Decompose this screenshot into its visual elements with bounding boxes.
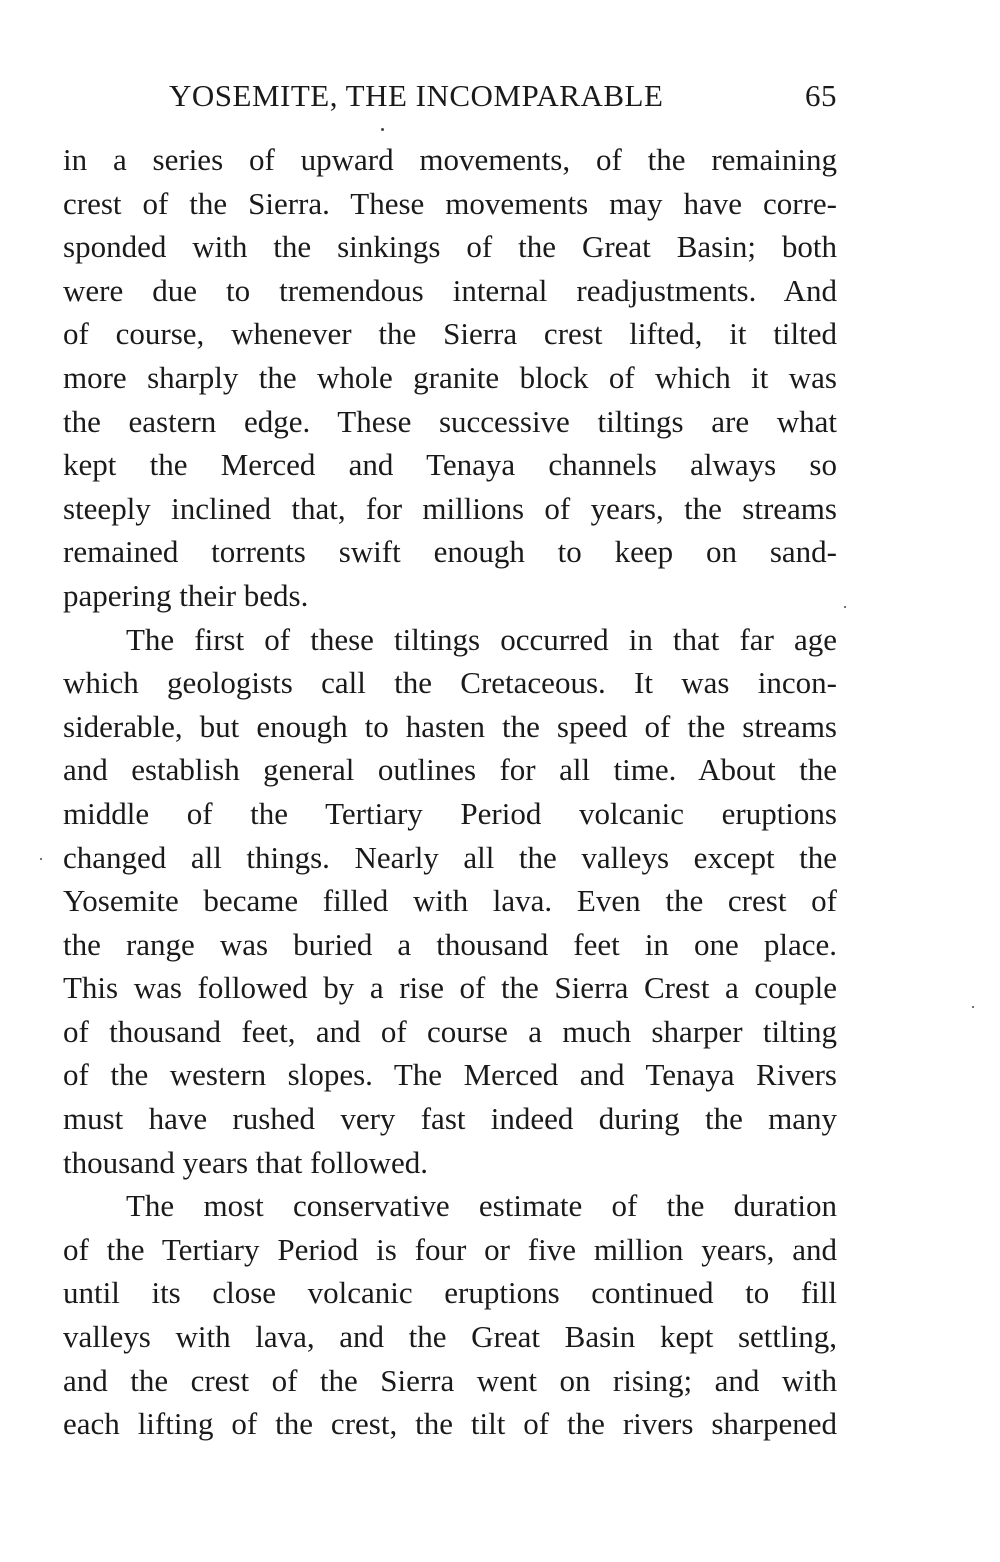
text-line: were due to tremendous internal readjustments. And — [63, 272, 837, 308]
text-line: each lifting of the crest, the tilt of the rivers sharpened — [63, 1406, 837, 1442]
text-line: must have rushed very fast indeed during the many — [63, 1101, 837, 1137]
text-line: of the Tertiary Period is four or five million years, and — [63, 1231, 837, 1267]
text-line: thousand years that followed. — [63, 1144, 429, 1180]
text-line: of the western slopes. The Merced and Tenaya Rivers — [63, 1057, 837, 1093]
text-line: more sharply the whole granite block of which it was — [63, 359, 837, 395]
text-line: of course, whenever the Sierra crest lifted, it tilted — [63, 316, 837, 352]
text-line: in a series of upward movements, of the remaining — [63, 142, 837, 177]
text-line: This was followed by a rise of the Sierra Crest a couple — [63, 970, 837, 1006]
text-line: Yosemite became filled with lava. Even the crest of — [63, 883, 837, 919]
print-speck — [40, 858, 42, 860]
text-line: remained torrents swift enough to keep on sand- — [63, 534, 837, 570]
running-title: YOSEMITE, THE INCOMPARABLE — [169, 78, 664, 113]
text-line: middle of the Tertiary Period volcanic eruptions — [63, 795, 837, 831]
text-line: of thousand feet, and of course a much sharper tilting — [63, 1013, 837, 1049]
print-speck — [381, 128, 384, 131]
body-text — [63, 138, 837, 1446]
paragraph-first-line: The most conservative estimate of the duration — [126, 1188, 837, 1224]
text-line: sponded with the sinkings of the Great Basin; both — [63, 229, 837, 265]
text-line: kept the Merced and Tenaya channels always so — [63, 447, 837, 483]
text-line: siderable, but enough to hasten the speed of the streams — [63, 708, 837, 744]
running-head — [63, 78, 837, 118]
text-line: the eastern edge. These successive tiltings are what — [63, 403, 837, 439]
text-line: and the crest of the Sierra went on rising; and with — [63, 1362, 837, 1398]
text-line: crest of the Sierra. These movements may have corre- — [63, 185, 837, 221]
print-speck — [972, 1006, 974, 1008]
text-line: until its close volcanic eruptions continued to fill — [63, 1275, 837, 1311]
text-line: the range was buried a thousand feet in one place. — [63, 926, 837, 962]
paragraph-first-line: The first of these tiltings occurred in that far age — [126, 621, 837, 657]
page-number: 65 — [805, 78, 837, 113]
text-line: changed all things. Nearly all the valleys except the — [63, 839, 837, 875]
text-line: and establish general outlines for all time. About the — [63, 752, 837, 788]
text-line: papering their beds. — [63, 577, 309, 613]
text-line: which geologists call the Cretaceous. It was incon- — [63, 665, 837, 701]
print-speck — [844, 606, 846, 608]
text-line: steeply inclined that, for millions of years, the streams — [63, 490, 837, 526]
text-line: valleys with lava, and the Great Basin kept settling, — [63, 1319, 837, 1355]
